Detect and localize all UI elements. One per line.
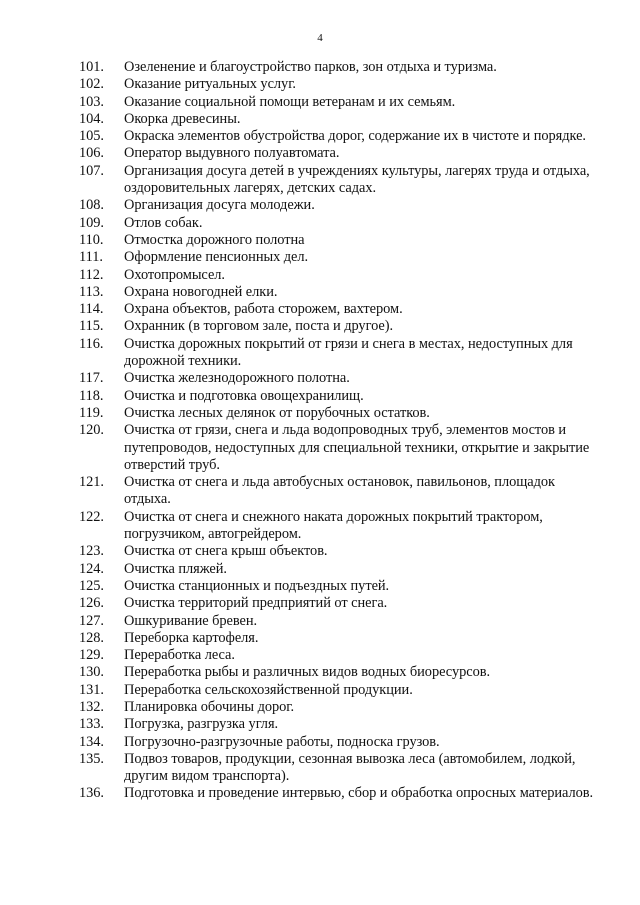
item-text: Очистка от снега и снежного наката дорожных покрытий трактором, погрузчиком, автогрейдером.: [124, 508, 543, 543]
item-text: Окраска элементов обустройства дорог, содержание их в чистоте и порядке.: [124, 128, 586, 145]
item-text: Оказание ритуальных услуг.: [124, 76, 296, 93]
item-number: 106.: [79, 145, 104, 162]
list-item: [79, 111, 599, 128]
list-item: [79, 664, 599, 681]
item-text: Очистка от снега и льда автобусных остановок, павильонов, площадок отдыха.: [124, 474, 555, 508]
item-number: 134.: [79, 733, 104, 750]
list-item: [79, 318, 599, 335]
list-item: [79, 578, 599, 595]
item-text: Погрузочно-разгрузочные работы, подноска грузов.: [124, 733, 440, 750]
item-text: Озеленение и благоустройство парков, зон отдыха и туризма.: [124, 59, 497, 75]
list-item: [79, 267, 599, 284]
item-number: 125.: [79, 577, 104, 594]
list-item: [79, 336, 599, 371]
list-item: [79, 145, 599, 162]
item-text: Отмостка дорожного полотна: [124, 231, 305, 248]
item-text: Оказание социальной помощи ветеранам и их семьям.: [124, 93, 456, 110]
list-item: [79, 422, 599, 474]
item-number: 107.: [79, 162, 104, 179]
list-item: [79, 405, 599, 422]
item-text: Очистка от снега крыш объектов.: [124, 543, 328, 560]
item-number: 120.: [79, 422, 104, 439]
item-number: 123.: [79, 543, 104, 560]
item-number: 129.: [79, 647, 104, 664]
item-text: Ошкуривание бревен.: [124, 612, 258, 629]
item-number: 112.: [79, 266, 104, 283]
item-text: Планировка обочины дорог.: [124, 698, 295, 715]
item-text: Очистка лесных делянок от порубочных остатков.: [124, 404, 430, 421]
item-number: 121.: [79, 474, 104, 491]
item-text: Очистка станционных и подъездных путей.: [124, 577, 390, 594]
list-item: [79, 215, 599, 232]
item-text: Переработка леса.: [124, 647, 235, 664]
list-item: [79, 232, 599, 249]
list-item: [79, 94, 599, 111]
item-number: 133.: [79, 716, 104, 733]
item-number: 136.: [79, 785, 104, 802]
item-text: Подготовка и проведение интервью, сбор и обработка опросных материалов.: [124, 785, 594, 802]
list-item: [79, 716, 599, 733]
item-number: 117.: [79, 370, 104, 387]
item-text: Охотопромысел.: [124, 266, 225, 283]
item-number: 131.: [79, 681, 104, 698]
list-item: [79, 370, 599, 387]
item-text: Переработка сельскохозяйственной продукции.: [124, 681, 413, 698]
item-number: 126.: [79, 595, 104, 612]
item-number: 103.: [79, 93, 104, 110]
item-text: Очистка пляжей.: [124, 560, 227, 577]
list-item: [79, 682, 599, 699]
item-text: Организация досуга молодежи.: [124, 197, 315, 214]
item-number: 109.: [79, 214, 104, 231]
list-item: [79, 249, 599, 266]
list-item: [79, 197, 599, 214]
item-text: Отлов собак.: [124, 214, 203, 231]
item-text: Организация досуга детей в учреждениях культуры, лагерях труда и отдыха, оздоровительных лагерях, детских садах.: [124, 162, 590, 197]
list-item: [79, 76, 599, 93]
list-item: [79, 474, 599, 509]
list-item: [79, 284, 599, 301]
item-text: Очистка территорий предприятий от снега.: [124, 595, 388, 612]
item-number: 127.: [79, 612, 104, 629]
list-item: [79, 613, 599, 630]
item-number: 116.: [79, 335, 104, 352]
list-item: [79, 301, 599, 318]
list-item: [79, 785, 599, 802]
item-number: 115.: [79, 318, 104, 335]
list-item: [79, 388, 599, 405]
item-number: 102.: [79, 76, 104, 93]
item-text: Охранник (в торговом зале, поста и другое).: [124, 318, 394, 335]
item-text: Очистка и подготовка овощехранилищ.: [124, 387, 364, 404]
item-number: 104.: [79, 110, 104, 127]
item-text: Подвоз товаров, продукции, сезонная вывозка леса (автомобилем, лодкой, другим видом транспорта).: [124, 750, 576, 785]
list-item: [79, 509, 599, 544]
item-text: Очистка железнодорожного полотна.: [124, 370, 350, 387]
item-number: 110.: [79, 231, 104, 248]
list-item: [79, 751, 599, 786]
list-item: [79, 59, 599, 76]
item-text: Охрана объектов, работа сторожем, вахтером.: [124, 301, 403, 318]
item-number: 124.: [79, 560, 104, 577]
list-item: [79, 561, 599, 578]
item-number: 119.: [79, 404, 104, 421]
item-text: Оформление пенсионных дел.: [124, 249, 309, 266]
item-number: 111.: [79, 249, 103, 266]
item-text: Переборка картофеля.: [124, 629, 259, 646]
numbered-list: [79, 59, 599, 803]
item-number: 108.: [79, 197, 104, 214]
item-text: Оператор выдувного полуавтомата.: [124, 145, 340, 162]
list-item: [79, 647, 599, 664]
item-number: 118.: [79, 387, 104, 404]
list-item: [79, 128, 599, 145]
item-text: Охрана новогодней елки.: [124, 283, 278, 300]
item-text: Очистка от грязи, снега и льда водопроводных труб, элементов мостов и путепроводов, недоступных для специальной техники, открытие и закрытие отверстий труб.: [124, 422, 590, 473]
item-number: 113.: [79, 283, 104, 300]
item-text: Переработка рыбы и различных видов водных биоресурсов.: [124, 664, 491, 681]
list-item: [79, 734, 599, 751]
list-item: [79, 163, 599, 198]
item-number: 132.: [79, 698, 104, 715]
item-text: Окорка древесины.: [124, 110, 241, 127]
item-number: 128.: [79, 629, 104, 646]
item-text: Погрузка, разгрузка угля.: [124, 716, 279, 733]
item-number: 101.: [79, 59, 104, 75]
item-number: 105.: [79, 128, 104, 145]
page-number: 4: [317, 32, 323, 44]
item-text: Очистка дорожных покрытий от грязи и снега в местах, недоступных для дорожной техники.: [124, 335, 573, 370]
item-number: 122.: [79, 508, 104, 525]
item-number: 135.: [79, 750, 104, 767]
list-item: [79, 543, 599, 560]
item-number: 114.: [79, 301, 104, 318]
list-item: [79, 699, 599, 716]
item-number: 130.: [79, 664, 104, 681]
list-item: [79, 630, 599, 647]
list-item: [79, 595, 599, 612]
